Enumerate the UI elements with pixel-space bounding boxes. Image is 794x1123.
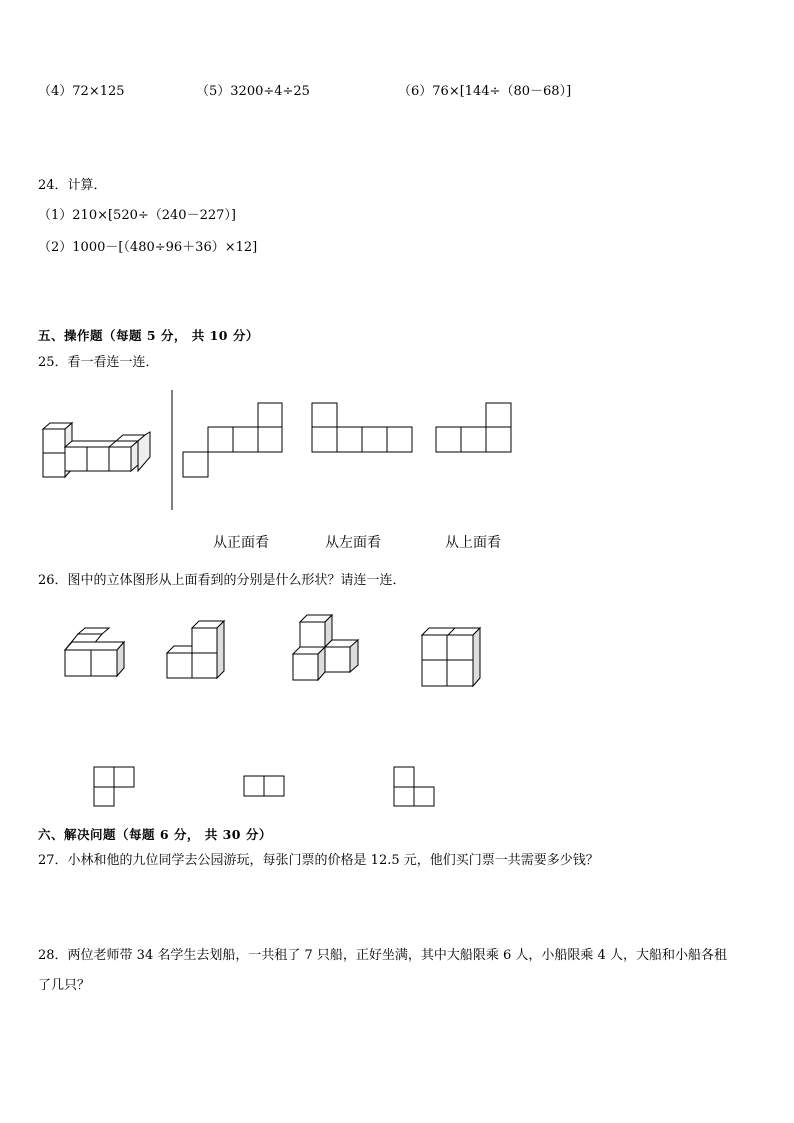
q25-view-a [183,403,282,477]
q26-topview-c [394,767,434,806]
q25-view-b [312,403,412,452]
q26-solid-3 [293,615,358,680]
q23-item-5: （5）3200÷4÷25 [196,84,310,99]
q28-line-2: 了几只？ [38,978,91,993]
q26-topview-a [94,767,134,806]
q25-solid-figure [43,423,150,477]
view-label-front: 从正面看 [213,535,269,551]
q27-text: 27．小林和他的九位同学去公园游玩，每张门票的价格是 12.5 元，他们买门票一共需要多少钱？ [38,853,599,868]
view-label-left: 从左面看 [325,535,381,551]
q26-figures [38,610,794,820]
q24-item-1: （1）210×[520÷（240－227）] [38,208,236,223]
q26-solid-4 [422,628,480,686]
q23-item-4: （4）72×125 [38,84,125,99]
q26-solid-1 [65,628,124,676]
q25-view-c [436,403,511,452]
q24-title: 24．计算． [38,178,107,193]
q28-line-1: 28．两位老师带 34 名学生去划船，一共租了 7 只船，正好坐满，其中大船限乘 6 人，小船限乘 4 人，大船和小船各租 [38,948,727,963]
q25-title: 25．看一看连一连． [38,355,159,370]
q26-topview-b [244,776,284,796]
q26-title: 26．图中的立体图形从上面看到的分别是什么形状？请连一连． [38,573,406,588]
q24-item-2: （2）1000－[（480÷96＋36）×12] [38,240,258,255]
q25-figures [38,385,794,515]
q23-item-6: （6）76×[144÷（80－68）] [398,84,572,99]
q26-solid-2 [167,621,224,678]
section-6-heading: 六、解决问题（每题 6 分， 共 30 分） [38,827,272,842]
view-label-top: 从上面看 [445,535,501,551]
section-5-heading: 五、操作题（每题 5 分， 共 10 分） [38,328,259,343]
